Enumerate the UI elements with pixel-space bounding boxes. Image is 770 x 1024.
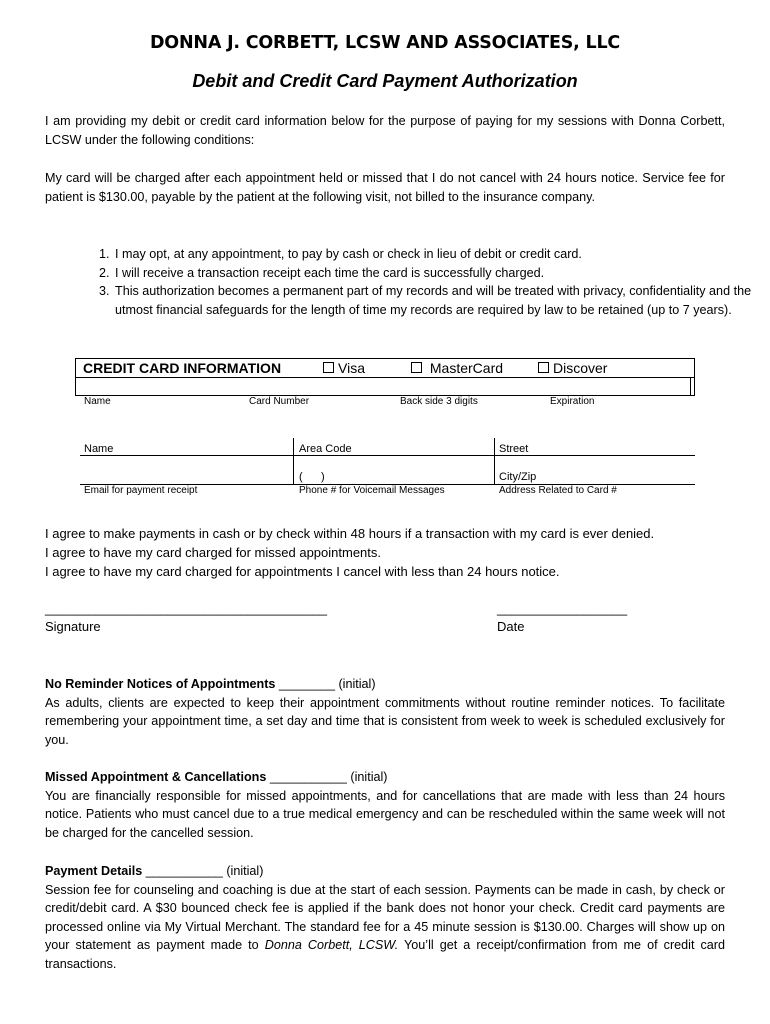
contact-info-grid: [80, 438, 695, 484]
label-contact-name: Name: [84, 443, 114, 455]
payment-title: Payment Details: [45, 864, 143, 878]
agreement-line: I agree to make payments in cash or by check within 48 hours if a transaction with my card is ever denied.: [45, 526, 655, 541]
missed-title: Missed Appointment & Cancellations: [45, 770, 267, 784]
label-expiration: Expiration: [550, 396, 595, 407]
payment-details-section: [45, 862, 725, 973]
missed-appointment-section: [45, 768, 725, 842]
label-phone: Phone # for Voicemail Messages: [299, 485, 445, 496]
condition-item: 1. I may opt, at any appointment, to pay by cash or check in lieu of debit or credit card.: [113, 245, 770, 264]
agreement-line: I agree to have my card charged for missed appointments.: [45, 545, 382, 560]
label-email: Email for payment receipt: [84, 485, 198, 496]
phone-area-code-field[interactable]: ( ): [299, 471, 325, 483]
agreement-line: I agree to have my card charged for appointments I cancel with less than 24 hours notice.: [45, 564, 560, 579]
checkbox-icon[interactable]: [538, 362, 549, 373]
payment-initial-field[interactable]: ___________ (initial): [142, 864, 264, 878]
reminder-body: As adults, clients are expected to keep their appointment commitments without routine reminder notices. To facilitate remembering your appointment time, a set day and time that is consistent from week to week is scheduled exclusively for you.: [45, 695, 725, 747]
label-area-code: Area Code: [299, 443, 352, 455]
payment-heading: [45, 862, 725, 881]
missed-body: You are financially responsible for missed appointments, and for cancellations that are made with less than 24 hours notice. Patients who must cancel due to a true medical emergency and can be rescheduled within the same week will not be charged for the cancelled session.: [45, 788, 725, 840]
reminder-section: [45, 675, 725, 749]
intro-paragraph-1: I am providing my debit or credit card information below for the purpose of paying for my sessions with Donna Corbett, LCSW under the following conditions:: [45, 114, 725, 147]
card-input-row[interactable]: [75, 378, 695, 396]
condition-item: 3. This authorization becomes a permanent part of my records and will be treated with privacy, confidentiality and the utmost financial safeguards for the length of time my records are required by law to be retained (up to 7 years).: [113, 282, 770, 319]
missed-initial-field[interactable]: ___________ (initial): [266, 770, 388, 784]
reminder-heading: [45, 675, 725, 694]
reminder-title: No Reminder Notices of Appointments: [45, 677, 276, 691]
signature-label: Signature: [45, 619, 101, 634]
missed-heading: [45, 768, 725, 787]
card-option-discover[interactable]: Discover: [538, 360, 607, 376]
label-name: Name: [84, 396, 111, 407]
checkbox-icon[interactable]: [323, 362, 334, 373]
card-option-visa[interactable]: Visa: [323, 360, 365, 376]
intro-paragraph-2: My card will be charged after each appointment held or missed that I do not cancel with 24 hours notice. Service fee for patient is $130.00, payable by the patient at the following visit, not billed to the insurance company.: [45, 171, 725, 204]
checkbox-icon[interactable]: [411, 362, 422, 373]
credit-card-section: [75, 358, 695, 396]
divider: [690, 378, 691, 395]
agreements: [45, 524, 654, 581]
condition-item: 2. I will receive a transaction receipt each time the card is successfully charged.: [113, 264, 770, 283]
credit-card-header: [75, 358, 695, 378]
conditions-list: [60, 245, 770, 319]
label-card-number: Card Number: [249, 396, 310, 407]
card-option-mastercard[interactable]: MasterCard: [411, 360, 503, 376]
divider: [494, 438, 495, 484]
date-label: Date: [497, 619, 525, 634]
org-name: DONNA J. CORBETT, LCSW AND ASSOCIATES, LLC: [149, 33, 621, 53]
reminder-initial-field[interactable]: ________ (initial): [275, 677, 376, 691]
label-street: Street: [499, 443, 529, 455]
divider: [80, 455, 695, 456]
form-title: Debit and Credit Card Payment Authorization: [192, 71, 578, 91]
label-security-code: Back side 3 digits: [400, 396, 478, 407]
divider: [293, 438, 294, 484]
signature-field[interactable]: _______________________________________: [45, 601, 327, 616]
label-card-address: Address Related to Card #: [499, 485, 617, 496]
label-city-zip: City/Zip: [499, 471, 537, 483]
credit-card-title: CREDIT CARD INFORMATION: [83, 360, 282, 376]
payee-name: Donna Corbett, LCSW.: [264, 938, 399, 952]
date-field[interactable]: __________________: [497, 601, 628, 616]
payment-body: Session fee for counseling and coaching is due at the start of each session. Payments can be made in cash, by check or credit/debit card. A $30 bounced check fee is applied if the bank does not honor your check. Credit card payments are processed online via My Virtual Merchant. The standard fee for a 45 minute session is $130.00. Charges will show up on your statement as payment made to Donna Corbett, LCSW. You’ll get a receipt/confirmation from me of credit card transactions.: [45, 882, 725, 971]
